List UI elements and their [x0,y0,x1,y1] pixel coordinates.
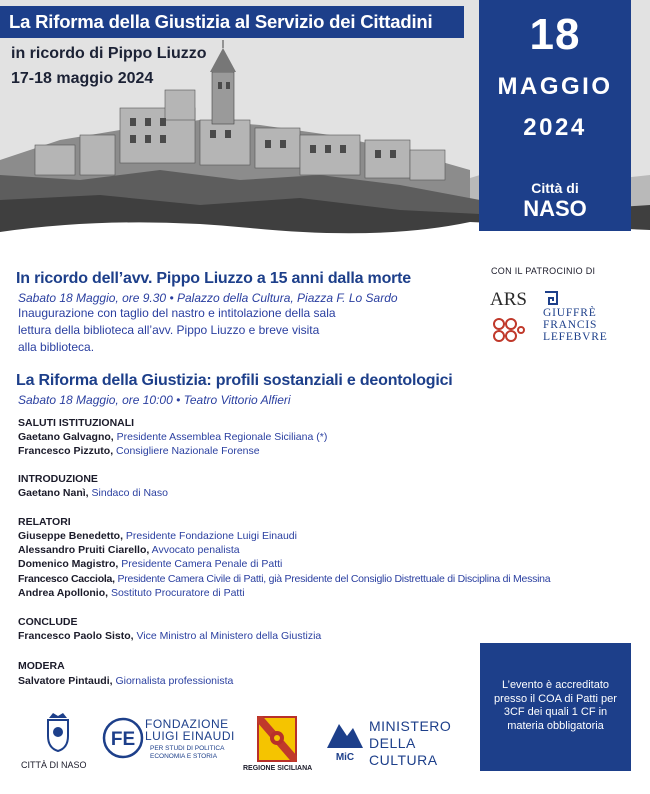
date-day: 18 [529,10,581,59]
person-row: Andrea Apollonio, Sostituto Procuratore di Patti [18,587,245,599]
person-row: Domenico Magistro, Presidente Camera Penale di Patti [18,558,283,570]
section-heading: CONCLUDE [18,616,78,628]
event1-line: alla biblioteca. [18,340,95,354]
person-row: Alessandro Pruiti Ciarello, Avvocato penalista [18,544,240,556]
subtitle: in ricordo di Pippo Liuzzo [11,45,207,62]
city-label: Città di [531,180,579,196]
gfl-logo-text [543,307,608,343]
city-name: NASO [523,196,587,221]
event1-line: Inaugurazione con taglio del nastro e intitolazione della sala [18,306,336,320]
mic-logo-icon [325,718,365,762]
patrocinio-label: CON IL PATROCINIO DI [491,266,596,276]
gfl-line: FRANCIS [543,319,598,331]
person-row: Francesco Cacciola, Presidente Camera Civile di Patti, già Presidente del Consiglio Distrettuale di Disciplina di Messina [18,573,551,585]
einaudi-logo-subtitle [150,745,224,761]
regione-siciliana-emblem-icon [257,716,297,762]
event1-description [18,305,418,356]
date-year: 2024 [523,114,587,141]
einaudi-line: FONDAZIONE [145,717,229,731]
event1-title: In ricordo dell’avv. Pippo Liuzzo a 15 anni dalla morte [16,270,412,287]
section-heading: SALUTI ISTITUZIONALI [18,417,135,429]
person-row: Gaetano Nanì, Sindaco di Naso [18,487,168,499]
date-box [479,0,631,231]
ministero-line: DELLA [369,735,416,751]
event2-meta: Sabato 18 Maggio, ore 10:00 • Teatro Vittorio Alfieri [18,393,291,407]
date-month: MAGGIO [497,73,613,100]
event1-meta: Sabato 18 Maggio, ore 9.30 • Palazzo della Cultura, Piazza F. Lo Sardo [18,291,398,305]
ministero-line: MINISTERO [369,718,452,734]
event-dates: 17-18 maggio 2024 [11,70,154,87]
einaudi-fe-mark: FE [110,729,136,750]
naso-logo-label: CITTÀ DI NASO [21,760,87,770]
ars-emblem-icon [491,316,525,344]
section-heading: INTRODUZIONE [18,473,98,485]
ars-logo-text: ARS [490,289,527,310]
hero-banner [0,0,650,245]
einaudi-sub-line: ECONOMIA E STORIA [150,753,218,760]
event1-line: lettura della biblioteca all’avv. Pippo Liuzzo e breve visita [18,323,320,337]
ministero-line: CULTURA [369,752,438,768]
person-row: Salvatore Pintaudi, Giornalista professionista [18,675,234,687]
gfl-line: GIUFFRÈ [543,307,597,319]
gfl-line: LEFEBVRE [543,331,608,343]
ministero-logo-text [369,718,451,769]
event-title-banner: La Riforma della Giustizia al Servizio dei Cittadini [0,6,464,38]
person-row: Giuseppe Benedetto, Presidente Fondazione Luigi Einaudi [18,530,297,542]
person-row: Francesco Paolo Sisto, Vice Ministro al Ministero della Giustizia [18,630,322,642]
section-heading: RELATORI [18,516,71,528]
einaudi-logo-icon [101,716,145,760]
einaudi-sub-line: PER STUDI DI POLITICA [150,745,225,752]
person-row: Gaetano Galvagno, Presidente Assemblea Regionale Siciliana (*) [18,431,328,443]
person-row: Francesco Pizzuto, Consigliere Nazionale Forense [18,445,260,457]
regione-logo-label: REGIONE SICILIANA [243,765,313,772]
section-heading: MODERA [18,660,65,672]
event2-title: La Riforma della Giustizia: profili sostanziali e deontologici [16,372,453,389]
accreditation-box: L’evento è accreditato presso il COA di Patti per 3CF dei quali 1 CF in materia obbligatoria [480,643,631,771]
einaudi-line: LUIGI EINAUDI [145,729,235,743]
naso-coat-of-arms-icon [45,712,71,752]
gfl-mark-icon [543,290,559,306]
mic-mark: MiC [335,752,355,762]
einaudi-logo-text [145,718,235,742]
